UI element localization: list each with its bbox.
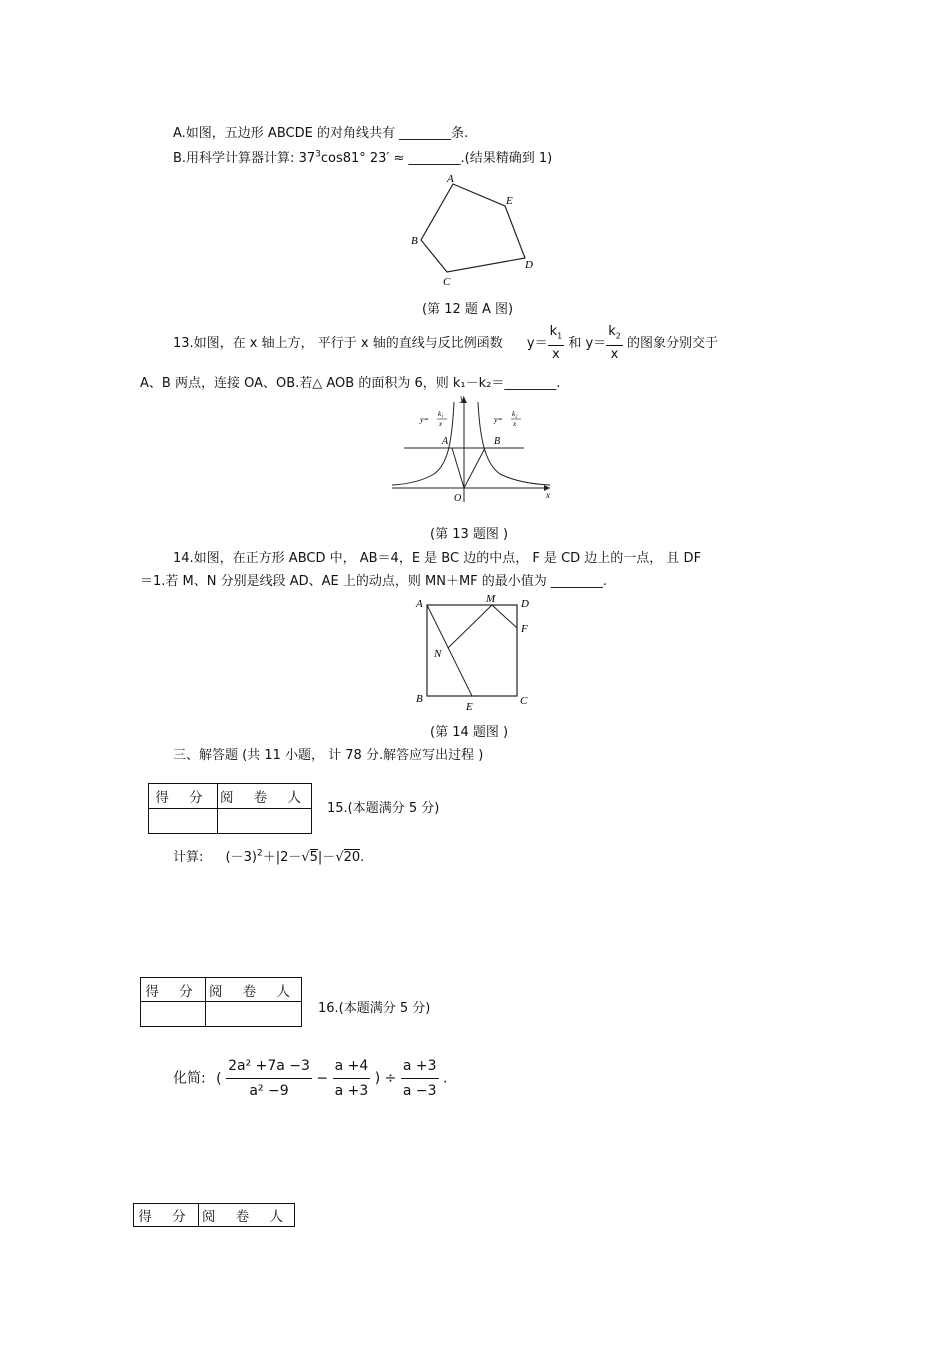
q13-and: 和 [568, 336, 582, 351]
q16-frac3 [401, 1054, 439, 1103]
score-cell[interactable] [141, 1002, 206, 1027]
origin-label: O [454, 493, 462, 504]
q16-frac2 [333, 1054, 371, 1103]
vertex-d-label: D [525, 259, 533, 271]
q15-part3: |－ [317, 850, 336, 865]
q16-frac2-den: a +3 [334, 1083, 369, 1099]
q16-frac1-den: a² −9 [249, 1083, 289, 1099]
eq2-num: k₂ [512, 410, 518, 418]
score-header: 得 分 [141, 978, 206, 1002]
grader-cell[interactable] [206, 1002, 302, 1027]
x-axis-label: x [546, 490, 550, 500]
q13-y-eq-2: y＝ [585, 336, 607, 351]
score-header: 得 分 [134, 1204, 199, 1227]
q13-frac-k2 [606, 323, 623, 365]
q16-frac2-num: a +4 [333, 1054, 371, 1079]
q12-line-b-sup: 3 [315, 149, 321, 160]
q13-x-2: x [610, 347, 619, 363]
q12-caption: (第 12 题 A 图) [422, 302, 514, 317]
eq2-lhs: y= [494, 415, 503, 424]
vertex-e-label: E [506, 195, 513, 207]
q12-line-b [173, 147, 552, 166]
q16-frac3-num: a +3 [401, 1054, 439, 1079]
q15-part2: ＋|2－ [262, 850, 302, 865]
q13-caption: (第 13 题图 ) [430, 527, 509, 542]
q12-line-a: A.如图，五边形 ABCDE 的对角线共有 ________条. [173, 126, 469, 141]
q13-line2: A、B 两点，连接 OA、OB.若△ AOB 的面积为 6，则 k₁－k₂＝________. [140, 376, 561, 391]
q16-end: . [442, 1070, 448, 1087]
q15-calc-label: 计算: [173, 850, 204, 865]
q16-frac3-den: a −3 [402, 1083, 437, 1099]
q16-frac1 [226, 1054, 312, 1103]
q16-div: ÷ [384, 1070, 397, 1087]
pentagon-figure [405, 170, 545, 290]
sq-d-label: D [521, 598, 529, 610]
q15-sup: 2 [256, 848, 263, 859]
score-header: 得 分 [149, 784, 218, 809]
grader-cell[interactable] [218, 809, 312, 834]
y-axis-label: y [460, 393, 464, 403]
q13-frac-k1 [548, 323, 565, 365]
vertex-b-label: B [411, 235, 418, 247]
eq1-den: x [439, 420, 443, 428]
q15-expression: 计算: $(-3)^2+|2-√5|-√20$. [173, 848, 365, 865]
sq-a-label: A [416, 598, 423, 610]
grader-header: 阅 卷 人 [206, 978, 302, 1002]
sq-b-label: B [416, 693, 423, 705]
sq-c-label: C [520, 695, 528, 707]
score-table-17 [133, 1203, 295, 1227]
grader-header: 阅 卷 人 [199, 1204, 295, 1227]
hyperbola-figure [390, 392, 560, 507]
eq1-num: k₁ [438, 410, 444, 418]
eq2-den: x [513, 420, 517, 428]
q14-caption: (第 14 题图 ) [430, 725, 509, 740]
q13-line1-suffix: 的图象分别交于 [626, 336, 718, 351]
q13-line1-prefix: 13.如图，在 x 轴上方， 平行于 x 轴的直线与反比例函数 [173, 336, 503, 351]
q13-y-eq-1: y＝ [526, 336, 548, 351]
score-table-16 [140, 977, 302, 1027]
score-table-15 [148, 783, 312, 834]
q16-title: 16.(本题满分 5 分) [318, 1001, 431, 1016]
sq-e-label: E [466, 701, 473, 713]
score-cell[interactable] [149, 809, 218, 834]
q16-frac1-num: 2a² +7a −3 [226, 1054, 312, 1079]
q15-part1: (－3) [225, 850, 257, 865]
sq-n-label: N [434, 648, 442, 660]
sq-m-label: M [486, 593, 496, 605]
vertex-c-label: C [443, 276, 451, 288]
q16-close: ) [374, 1070, 381, 1087]
q12-line-b-suffix: cos81° 23′ ≈ ________.(结果精确到 1) [320, 151, 553, 166]
q15-title: 15.(本题满分 5 分) [327, 801, 440, 816]
eq1-lhs: y= [420, 415, 429, 424]
q14-line1: 14.如图，在正方形 ABCD 中， AB＝4，E 是 BC 边的中点， F 是 CD 边上的一点， 且 DF [173, 551, 702, 566]
vertex-a-label: A [447, 173, 454, 185]
q16-minus: − [316, 1070, 329, 1087]
grader-header: 阅 卷 人 [218, 784, 312, 809]
q13-k1: k [549, 323, 558, 339]
point-b-label: B [494, 436, 501, 447]
sq-f-label: F [521, 623, 528, 635]
q14-line2: ＝1.若 M、N 分别是线段 AD、AE 上的动点，则 MN＋MF 的最小值为 ________. [140, 574, 608, 589]
q15-sqrt1: 5 [309, 850, 318, 865]
point-a-label: A [442, 436, 449, 447]
q13-k2: k [608, 323, 616, 339]
q13-k1-sub: 1 [557, 331, 563, 341]
q16-label: 化简: [173, 1070, 206, 1087]
q12-line-b-prefix: B.用科学计算器计算: 37 [173, 151, 316, 166]
section-3-heading: 三、解答题 (共 11 小题， 计 78 分.解答应写出过程 ) [173, 748, 484, 763]
q16-expression [173, 1054, 447, 1103]
q16-open: ( [216, 1070, 222, 1087]
q15-end: . [360, 850, 365, 865]
q13-line1 [173, 319, 718, 369]
q13-k2-sub: 2 [615, 331, 621, 341]
square-figure [410, 590, 540, 715]
q13-x-1: x [552, 347, 560, 363]
q15-sqrt2: 20 [343, 850, 361, 865]
